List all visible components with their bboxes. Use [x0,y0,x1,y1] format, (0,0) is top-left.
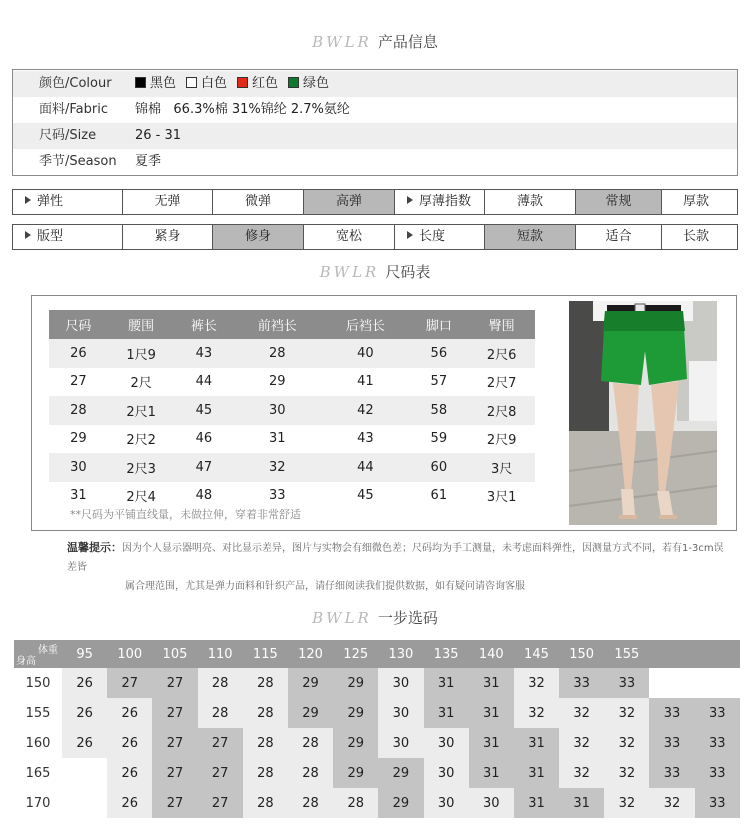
size-cell: 33 [695,788,740,818]
size-cell: 26 [62,668,107,698]
weight-header-cell: 155 [604,640,649,668]
triangle-right-icon [25,196,31,204]
triangle-right-icon [25,231,31,239]
size-cell: 28 [243,698,288,728]
table-cell: 2尺8 [468,396,535,425]
size-cell: 29 [288,698,333,728]
weight-header-cell [695,640,740,668]
weight-header-cell: 110 [198,640,243,668]
table-row [14,758,740,788]
colour-swatch [288,77,299,88]
attribute-option-thickness: 厚款 [682,194,709,209]
size-cell [649,668,694,698]
height-label: 170 [14,788,62,818]
triangle-right-icon [407,196,413,204]
size-chart-header [49,310,535,339]
size-cell: 27 [198,728,243,758]
colour-option [288,76,329,91]
table-cell: 58 [409,396,468,425]
table-row [49,453,535,482]
size-cell: 30 [424,728,469,758]
table-cell: 60 [409,453,468,482]
table-row [14,728,740,758]
table-cell: 2尺4 [126,490,156,506]
colour-name: 红色 [252,76,279,91]
attribute-option-elasticity: 无弹 [123,190,213,214]
size-cell: 28 [288,728,333,758]
attribute-row-elasticity-thickness [12,189,738,215]
size-cell: 31 [469,728,514,758]
table-cell: 45 [357,488,374,504]
colour-name: 黑色 [150,76,177,91]
size-cell: 29 [333,728,378,758]
size-cell: 32 [604,698,649,728]
attribute-row-fit-length [12,224,738,250]
height-label: 155 [14,698,62,728]
size-cell: 32 [604,758,649,788]
weight-axis-label: 体重 [38,645,58,656]
fabric-label: 面料/Fabric [39,102,108,117]
table-cell: 40 [321,339,409,368]
table-cell: 44 [195,374,213,390]
size-cell: 33 [695,758,740,788]
weight-header-cell: 145 [514,640,559,668]
season-label: 季节/Season [39,154,117,169]
attribute-option-elasticity: 高弹 [304,190,395,214]
size-cell: 32 [604,728,649,758]
size-cell: 28 [243,668,288,698]
size-cell: 32 [604,788,649,818]
size-chart-header-cell: 臀围 [468,310,535,339]
size-cell: 26 [107,728,152,758]
table-cell: 27 [70,374,87,390]
season-value: 夏季 [135,154,162,169]
size-cell: 29 [378,758,423,788]
attribute-option-length: 长款 [682,229,709,244]
one-step-size-grid [14,640,740,818]
brand-logo: BWLR [312,33,372,51]
table-cell: 48 [195,488,213,504]
table-cell: 29 [70,431,87,447]
tip-label: 温馨提示： [67,541,122,554]
size-cell: 28 [288,758,333,788]
size-cell: 33 [559,668,604,698]
table-cell: 56 [409,339,468,368]
model-in-green-shorts-image [569,301,717,525]
attribute-option-elasticity: 微弹 [213,190,304,214]
size-chart-header-cell: 裤长 [174,310,233,339]
size-cell: 32 [559,728,604,758]
size-cell: 30 [424,788,469,818]
size-cell: 33 [695,698,740,728]
table-cell: 59 [430,431,448,447]
product-info-box [12,69,738,176]
size-cell: 30 [378,728,423,758]
size-cell: 28 [243,728,288,758]
size-cell: 27 [198,758,243,788]
size-cell: 31 [469,698,514,728]
size-cell: 28 [243,788,288,818]
colour-swatch [237,77,248,88]
size-cell: 27 [152,698,197,728]
size-cell: 33 [649,758,694,788]
grid-corner [14,640,62,668]
size-chart-header-cell: 脚口 [409,310,468,339]
attribute-label-thickness: 厚薄指数 [395,190,485,214]
colour-swatch [186,77,197,88]
size-chart-box [31,295,737,531]
one-step-title: BWLR 一步选码 [312,609,438,627]
table-cell: 31 [70,488,87,504]
size-cell: 32 [514,668,559,698]
weight-header-cell [649,640,694,668]
size-chart-table [49,310,535,510]
product-photo [569,301,717,525]
size-cell: 29 [288,668,333,698]
size-value: 26 - 31 [135,128,182,143]
colour-name: 白色 [201,76,228,91]
size-cell: 32 [649,788,694,818]
table-cell: 2尺9 [486,433,517,449]
size-cell: 29 [333,698,378,728]
height-label: 150 [14,668,62,698]
colour-name: 绿色 [303,76,330,91]
table-cell: 45 [174,396,233,425]
size-cell: 33 [649,728,694,758]
fabric-row [13,97,737,123]
size-cell: 28 [198,698,243,728]
size-cell [695,668,740,698]
table-cell: 43 [174,339,233,368]
tip-line-2: 属合理范围，尤其是弹力面料和针织产品，请仔细阅读我们提供数据，如有疑问请咨询客服 [125,581,525,592]
size-cell: 33 [604,668,649,698]
size-cell: 28 [198,668,243,698]
size-cell: 30 [378,668,423,698]
size-cell: 32 [559,698,604,728]
size-cell: 27 [152,758,197,788]
size-cell: 27 [152,788,197,818]
weight-header-cell: 140 [469,640,514,668]
colour-options [135,71,339,97]
attribute-label-length: 长度 [395,225,485,249]
table-cell: 2尺 [130,376,152,392]
height-label: 160 [14,728,62,758]
table-cell: 2尺2 [126,433,156,449]
size-cell: 31 [514,728,559,758]
size-chart-header-cell: 后裆长 [321,310,409,339]
colour-option [237,76,278,91]
size-cell: 31 [469,758,514,788]
attribute-option-fit: 宽松 [304,225,395,249]
table-cell: 2尺7 [486,376,517,392]
size-cell: 26 [62,698,107,728]
size-cell: 33 [695,728,740,758]
table-row [49,425,535,454]
triangle-right-icon [407,231,413,239]
size-cell: 29 [378,788,423,818]
size-cell [62,788,107,818]
attribute-option-thickness: 薄款 [485,190,576,214]
weight-header-cell: 95 [62,640,107,668]
table-cell: 1尺9 [108,339,175,368]
size-cell: 28 [288,788,333,818]
weight-header-cell: 135 [424,640,469,668]
size-cell: 31 [424,668,469,698]
weight-header-cell: 120 [288,640,333,668]
weight-header-cell: 105 [152,640,197,668]
table-cell: 28 [49,396,108,425]
size-cell: 29 [333,758,378,788]
height-label: 165 [14,758,62,788]
size-cell: 27 [152,668,197,698]
size-cell: 28 [333,788,378,818]
table-cell: 31 [269,431,286,447]
table-cell: 42 [321,396,409,425]
table-cell: 47 [174,453,233,482]
size-cell: 26 [107,758,152,788]
colour-option [135,76,176,91]
size-cell: 31 [514,788,559,818]
table-cell: 32 [233,453,321,482]
table-cell: 57 [430,374,448,390]
size-chart-note: **尺码为平铺直线量，未做拉伸，穿着非常舒适 [70,508,301,521]
attribute-option-length: 适合 [576,225,662,249]
size-cell: 27 [107,668,152,698]
attribute-label-elasticity: 弹性 [13,190,123,214]
size-cell: 33 [649,698,694,728]
colour-option [186,76,227,91]
size-chart-title: BWLR 尺码表 [319,263,431,281]
table-cell: 2尺1 [108,396,175,425]
weight-header-cell: 130 [378,640,423,668]
size-cell: 32 [514,698,559,728]
table-cell: 2尺3 [108,453,175,482]
size-row [13,123,737,149]
colour-swatch [135,77,146,88]
tip-line-1: 因为个人显示器明亮、对比显示差异，图片与实物会有细微色差；尺码均为手工测量，未考虑面料弹性，因测量方式不同，若有1-3cm误差皆 [67,543,724,573]
table-row [49,396,535,425]
table-cell: 33 [269,488,286,504]
weight-header-cell: 150 [559,640,604,668]
size-cell: 27 [152,728,197,758]
warm-tip [67,538,727,596]
weight-header-row [14,640,740,668]
size-chart-header-cell: 腰围 [108,310,175,339]
size-cell: 26 [107,788,152,818]
table-row [14,698,740,728]
size-cell [62,758,107,788]
size-cell: 26 [107,698,152,728]
size-cell: 31 [469,668,514,698]
fabric-value: 锦棉 66.3%棉 31%锦纶 2.7%氨纶 [135,102,350,117]
colour-row [13,71,737,97]
table-cell: 30 [233,396,321,425]
size-chart-header-cell: 尺码 [49,310,108,339]
size-cell: 32 [559,758,604,788]
size-cell: 29 [333,668,378,698]
size-chart-header-cell: 前裆长 [233,310,321,339]
height-axis-label: 身高 [16,656,36,667]
table-cell: 26 [49,339,108,368]
colour-label: 颜色/Colour [39,76,112,91]
table-row [14,788,740,818]
table-cell: 29 [269,374,286,390]
table-cell: 3尺 [468,453,535,482]
attribute-option-fit: 紧身 [123,225,213,249]
attribute-option-length: 短款 [485,225,576,249]
table-cell: 46 [195,431,213,447]
size-cell: 30 [378,698,423,728]
table-cell: 43 [357,431,374,447]
table-cell: 2尺6 [468,339,535,368]
size-cell: 31 [514,758,559,788]
size-label: 尺码/Size [39,128,97,143]
attribute-option-thickness: 常规 [576,190,662,214]
table-cell: 44 [321,453,409,482]
size-cell: 30 [424,758,469,788]
product-info-title: BWLR 产品信息 [312,33,438,51]
attribute-option-fit: 修身 [213,225,304,249]
table-cell: 28 [233,339,321,368]
size-cell: 31 [424,698,469,728]
attribute-label-fit: 版型 [13,225,123,249]
size-cell: 28 [243,758,288,788]
table-cell: 30 [49,453,108,482]
weight-header-cell: 125 [333,640,378,668]
size-cell: 26 [62,728,107,758]
weight-header-cell: 100 [107,640,152,668]
table-row [49,368,535,397]
table-cell: 3尺1 [486,490,517,506]
table-cell: 41 [357,374,374,390]
size-cell: 27 [198,788,243,818]
table-cell: 61 [430,488,448,504]
table-row [49,339,535,368]
size-cell: 31 [559,788,604,818]
season-row [13,149,737,175]
weight-header-cell: 115 [243,640,288,668]
size-cell: 30 [469,788,514,818]
table-row [14,668,740,698]
